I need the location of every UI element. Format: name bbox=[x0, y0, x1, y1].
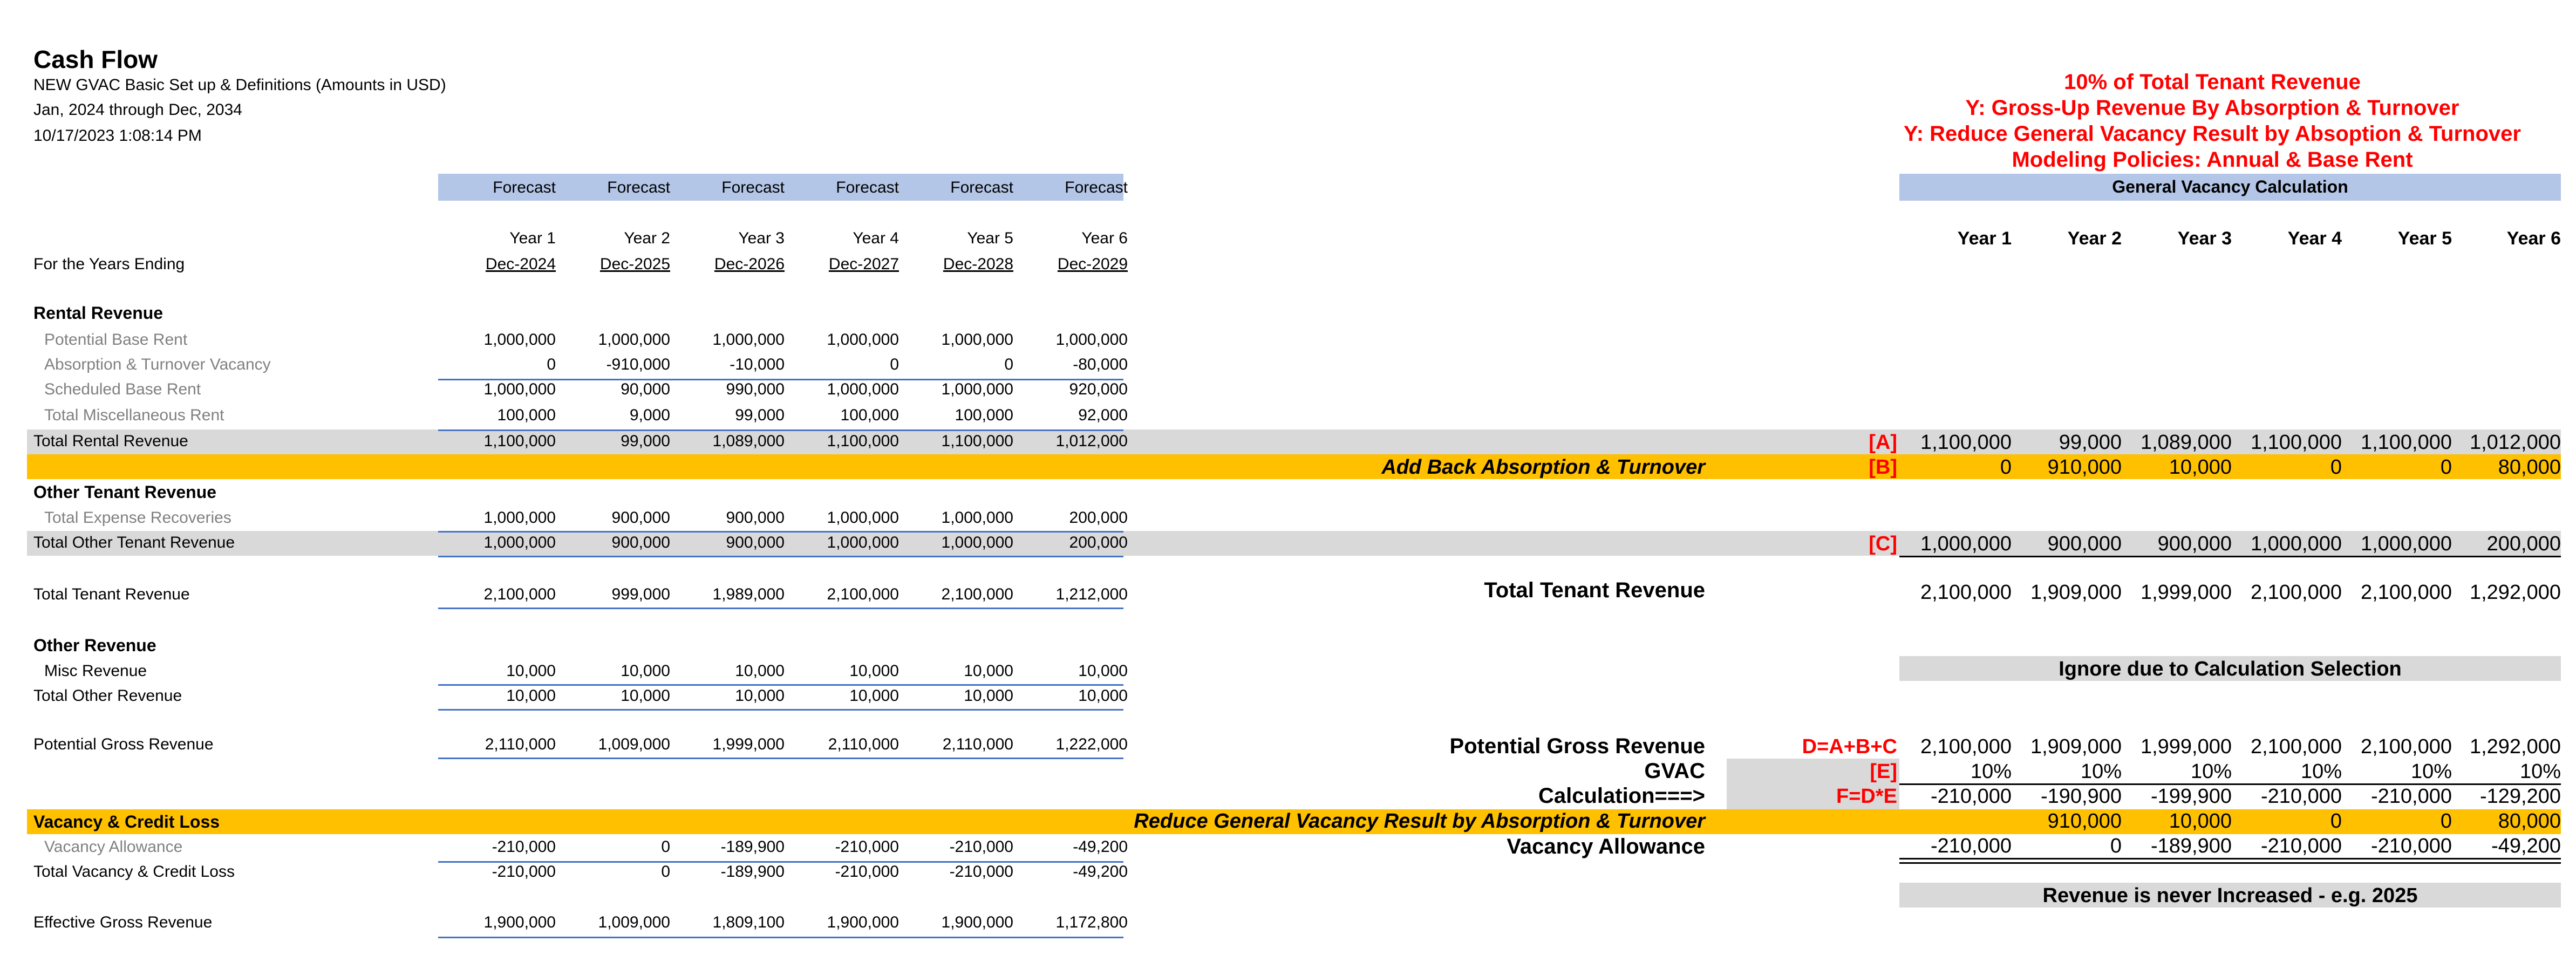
left-tor-value: 10,000 bbox=[849, 687, 899, 705]
add-back-label: Add Back Absorption & Turnover bbox=[1381, 456, 1705, 479]
right-gvac-value: 10% bbox=[2190, 760, 2232, 783]
right-b-value: 10,000 bbox=[2169, 456, 2232, 479]
left-sbr-value: 90,000 bbox=[621, 380, 670, 398]
total-rule bbox=[438, 556, 1123, 557]
left-totr-value: 1,000,000 bbox=[827, 534, 899, 551]
forecast-label: Forecast bbox=[493, 179, 556, 196]
label-total-tenant-revenue: Total Tenant Revenue bbox=[33, 585, 190, 603]
right-b-value: 80,000 bbox=[2498, 456, 2561, 479]
right-c-value: 900,000 bbox=[2047, 533, 2122, 555]
left-ttr-value: 2,100,000 bbox=[483, 585, 556, 603]
left-pbr-value: 1,000,000 bbox=[1055, 331, 1128, 349]
right-ttr-value: 1,909,000 bbox=[2030, 581, 2122, 604]
left-misc-value: 10,000 bbox=[849, 662, 899, 680]
calc-rule bbox=[1899, 556, 2561, 557]
left-tor-value: 10,000 bbox=[964, 687, 1013, 705]
calc-rule bbox=[1899, 862, 2561, 864]
forecast-label: Forecast bbox=[1065, 179, 1128, 196]
right-year-header: Year 6 bbox=[2506, 228, 2561, 249]
left-pgr-value: 1,999,000 bbox=[712, 735, 785, 753]
gvac-label: GVAC bbox=[1644, 759, 1705, 783]
left-pgr-value: 2,110,000 bbox=[828, 735, 899, 753]
left-pgr-value: 1,222,000 bbox=[1055, 735, 1128, 753]
left-misc-value: 10,000 bbox=[1078, 662, 1128, 680]
right-a-value: 99,000 bbox=[2059, 431, 2122, 454]
right-b-value: 0 bbox=[2440, 456, 2452, 479]
left-egr-value: 1,900,000 bbox=[941, 913, 1013, 931]
left-atv-value: -910,000 bbox=[606, 356, 670, 373]
left-misc-value: 10,000 bbox=[735, 662, 785, 680]
label-absorption-turnover: Absorption & Turnover Vacancy bbox=[44, 356, 271, 373]
tag-e: [E] bbox=[1870, 760, 1897, 783]
calc-rule bbox=[1899, 783, 2561, 785]
left-totr-value: 1,000,000 bbox=[941, 534, 1013, 551]
right-gvac-value: 10% bbox=[2410, 760, 2452, 783]
label-effective-gross-revenue: Effective Gross Revenue bbox=[33, 913, 213, 931]
left-tmr-value: 92,000 bbox=[1078, 406, 1128, 424]
total-rule bbox=[438, 608, 1123, 609]
left-tor-value: 10,000 bbox=[506, 687, 556, 705]
left-year-header: Year 6 bbox=[1081, 229, 1128, 247]
left-pgr-value: 1,009,000 bbox=[598, 735, 670, 753]
left-period-header: Dec-2027 bbox=[828, 255, 899, 273]
right-c-value: 1,000,000 bbox=[1920, 533, 2012, 555]
right-gvac-value: 10% bbox=[2080, 760, 2122, 783]
right-reduce-value: 0 bbox=[2330, 810, 2342, 833]
left-tor-value: 10,000 bbox=[735, 687, 785, 705]
right-pgr-value: 2,100,000 bbox=[2250, 735, 2342, 758]
left-ttr-value: 2,100,000 bbox=[827, 585, 899, 603]
left-ter-value: 900,000 bbox=[726, 509, 785, 527]
right-year-header: Year 4 bbox=[2287, 228, 2342, 249]
right-year-header: Year 3 bbox=[2177, 228, 2232, 249]
left-va-value: -210,000 bbox=[492, 838, 556, 856]
forecast-label: Forecast bbox=[836, 179, 899, 196]
left-totr-value: 900,000 bbox=[726, 534, 785, 551]
left-ttr-value: 2,100,000 bbox=[941, 585, 1013, 603]
left-year-header: Year 1 bbox=[509, 229, 556, 247]
section-vacancy-credit-loss: Vacancy & Credit Loss bbox=[33, 812, 220, 831]
left-va-value: -210,000 bbox=[835, 838, 899, 856]
left-ter-value: 1,000,000 bbox=[827, 509, 899, 527]
right-year-header: Year 2 bbox=[2067, 228, 2122, 249]
right-reduce-value: 80,000 bbox=[2498, 810, 2561, 833]
left-totr-value: 200,000 bbox=[1069, 534, 1128, 551]
left-pgr-value: 2,110,000 bbox=[485, 735, 556, 753]
ignore-note: Ignore due to Calculation Selection bbox=[2059, 658, 2402, 680]
forecast-label: Forecast bbox=[950, 179, 1013, 196]
right-calc-value: -190,900 bbox=[2040, 785, 2122, 808]
right-ttr-value: 2,100,000 bbox=[2250, 581, 2342, 604]
total-rule bbox=[438, 937, 1123, 938]
left-tmr-value: 100,000 bbox=[955, 406, 1013, 424]
report-timestamp: 10/17/2023 1:08:14 PM bbox=[33, 127, 202, 145]
right-ttr-value: 1,999,000 bbox=[2140, 581, 2232, 604]
left-misc-value: 10,000 bbox=[964, 662, 1013, 680]
left-sbr-value: 920,000 bbox=[1069, 380, 1128, 398]
right-a-value: 1,100,000 bbox=[1920, 431, 2012, 454]
tag-b: [B] bbox=[1869, 456, 1897, 479]
left-ttr-value: 999,000 bbox=[611, 585, 670, 603]
section-rental-revenue: Rental Revenue bbox=[33, 303, 163, 323]
total-rule bbox=[438, 861, 1123, 863]
right-vacancy-allowance-label: Vacancy Allowance bbox=[1507, 835, 1705, 858]
left-period-header: Dec-2024 bbox=[485, 255, 556, 273]
left-ttr-value: 1,989,000 bbox=[712, 585, 785, 603]
left-tvcl-value: 0 bbox=[661, 863, 670, 881]
left-ter-value: 1,000,000 bbox=[483, 509, 556, 527]
right-va-value: -210,000 bbox=[2370, 835, 2452, 857]
left-egr-value: 1,172,800 bbox=[1055, 913, 1128, 931]
left-period-header: Dec-2025 bbox=[599, 255, 670, 273]
left-trr-value: 99,000 bbox=[621, 432, 670, 450]
left-tvcl-value: -210,000 bbox=[492, 863, 556, 881]
right-c-value: 1,000,000 bbox=[2250, 533, 2342, 555]
note-line-3: Y: Reduce General Vacancy Result by Absoption & Turnover bbox=[1904, 122, 2521, 146]
left-atv-value: 0 bbox=[547, 356, 556, 373]
left-va-value: -49,200 bbox=[1073, 838, 1128, 856]
total-rule bbox=[438, 531, 1123, 533]
right-reduce-value: 910,000 bbox=[2047, 810, 2122, 833]
left-ttr-value: 1,212,000 bbox=[1055, 585, 1128, 603]
left-egr-value: 1,900,000 bbox=[483, 913, 556, 931]
left-period-header: Dec-2029 bbox=[1057, 255, 1128, 273]
left-tvcl-value: -49,200 bbox=[1073, 863, 1128, 881]
left-year-header: Year 3 bbox=[738, 229, 785, 247]
left-egr-value: 1,809,100 bbox=[712, 913, 785, 931]
right-a-value: 1,100,000 bbox=[2250, 431, 2342, 454]
right-c-value: 200,000 bbox=[2486, 533, 2561, 555]
label-scheduled-base-rent: Scheduled Base Rent bbox=[44, 380, 201, 398]
right-a-value: 1,089,000 bbox=[2140, 431, 2232, 454]
right-calc-value: -199,900 bbox=[2150, 785, 2232, 808]
label-potential-base-rent: Potential Base Rent bbox=[44, 331, 188, 349]
label-total-vacancy-credit-loss: Total Vacancy & Credit Loss bbox=[33, 863, 235, 881]
left-ter-value: 200,000 bbox=[1069, 509, 1128, 527]
right-va-value: 0 bbox=[2110, 835, 2122, 857]
right-pgr-value: 1,999,000 bbox=[2140, 735, 2232, 758]
right-a-value: 1,012,000 bbox=[2469, 431, 2561, 454]
left-egr-value: 1,900,000 bbox=[827, 913, 899, 931]
right-gvac-value: 10% bbox=[1970, 760, 2012, 783]
right-year-header: Year 5 bbox=[2397, 228, 2452, 249]
right-pgr-value: 2,100,000 bbox=[1920, 735, 2012, 758]
left-totr-value: 1,000,000 bbox=[483, 534, 556, 551]
right-gvac-value: 10% bbox=[2300, 760, 2342, 783]
left-trr-value: 1,100,000 bbox=[483, 432, 556, 450]
left-trr-value: 1,089,000 bbox=[712, 432, 785, 450]
left-pgr-value: 2,110,000 bbox=[942, 735, 1013, 753]
total-rule bbox=[438, 709, 1123, 711]
left-atv-value: 0 bbox=[1004, 356, 1013, 373]
left-year-header: Year 5 bbox=[967, 229, 1013, 247]
right-va-value: -210,000 bbox=[1930, 835, 2012, 857]
left-period-header: Dec-2026 bbox=[714, 255, 785, 273]
left-tor-value: 10,000 bbox=[621, 687, 670, 705]
right-b-value: 910,000 bbox=[2047, 456, 2122, 479]
note-line-2: Y: Gross-Up Revenue By Absorption & Turnover bbox=[1965, 96, 2459, 120]
never-increased-note: Revenue is never Increased - e.g. 2025 bbox=[2042, 884, 2418, 907]
left-atv-value: -10,000 bbox=[730, 356, 785, 373]
left-tvcl-value: -210,000 bbox=[835, 863, 899, 881]
right-total-tenant-revenue-label: Total Tenant Revenue bbox=[1484, 578, 1705, 602]
left-va-value: -189,900 bbox=[720, 838, 785, 856]
right-gvac-value: 10% bbox=[2519, 760, 2561, 783]
left-pbr-value: 1,000,000 bbox=[941, 331, 1013, 349]
section-other-tenant-revenue: Other Tenant Revenue bbox=[33, 482, 217, 502]
calculation-label: Calculation===> bbox=[1538, 784, 1705, 808]
total-rule bbox=[438, 684, 1123, 686]
right-b-value: 0 bbox=[2000, 456, 2012, 479]
total-rule bbox=[438, 379, 1123, 380]
left-trr-value: 1,100,000 bbox=[941, 432, 1013, 450]
left-ter-value: 900,000 bbox=[611, 509, 670, 527]
label-total-expense-recoveries: Total Expense Recoveries bbox=[44, 509, 231, 527]
right-va-value: -189,900 bbox=[2150, 835, 2232, 857]
right-year-header: Year 1 bbox=[1957, 228, 2012, 249]
left-sbr-value: 1,000,000 bbox=[941, 380, 1013, 398]
left-pbr-value: 1,000,000 bbox=[827, 331, 899, 349]
left-trr-value: 1,100,000 bbox=[827, 432, 899, 450]
right-reduce-value: 10,000 bbox=[2169, 810, 2232, 833]
forecast-label: Forecast bbox=[607, 179, 670, 196]
right-calc-value: -210,000 bbox=[1930, 785, 2012, 808]
tag-c: [C] bbox=[1869, 533, 1897, 555]
right-calc-value: -210,000 bbox=[2370, 785, 2452, 808]
label-vacancy-allowance: Vacancy Allowance bbox=[44, 838, 183, 856]
left-ter-value: 1,000,000 bbox=[941, 509, 1013, 527]
right-pgr-value: 1,292,000 bbox=[2469, 735, 2561, 758]
total-rule bbox=[438, 429, 1123, 431]
right-c-value: 900,000 bbox=[2157, 533, 2232, 555]
label-potential-gross-revenue: Potential Gross Revenue bbox=[33, 735, 214, 753]
left-va-value: 0 bbox=[661, 838, 670, 856]
left-egr-value: 1,009,000 bbox=[598, 913, 670, 931]
left-tmr-value: 100,000 bbox=[840, 406, 899, 424]
left-period-header: Dec-2028 bbox=[943, 255, 1013, 273]
right-a-value: 1,100,000 bbox=[2360, 431, 2452, 454]
calc-rule bbox=[1899, 858, 2561, 860]
label-total-other-revenue: Total Other Revenue bbox=[33, 687, 182, 705]
report-date-range: Jan, 2024 through Dec, 2034 bbox=[33, 101, 242, 119]
left-tmr-value: 9,000 bbox=[629, 406, 670, 424]
left-sbr-value: 990,000 bbox=[726, 380, 785, 398]
right-pgr-value: 1,909,000 bbox=[2030, 735, 2122, 758]
right-ttr-value: 2,100,000 bbox=[2360, 581, 2452, 604]
note-line-1: 10% of Total Tenant Revenue bbox=[2064, 70, 2361, 94]
right-va-value: -49,200 bbox=[2491, 835, 2561, 857]
page-title: Cash Flow bbox=[33, 45, 158, 73]
left-tmr-value: 99,000 bbox=[735, 406, 785, 424]
left-tvcl-value: -210,000 bbox=[949, 863, 1013, 881]
left-atv-value: 0 bbox=[890, 356, 899, 373]
report-subtitle: NEW GVAC Basic Set up & Definitions (Amounts in USD) bbox=[33, 76, 446, 94]
left-va-value: -210,000 bbox=[949, 838, 1013, 856]
reduce-gvac-label: Reduce General Vacancy Result by Absorption & Turnover bbox=[1134, 810, 1705, 833]
section-other-revenue: Other Revenue bbox=[33, 636, 156, 655]
left-sbr-value: 1,000,000 bbox=[827, 380, 899, 398]
tag-d: D=A+B+C bbox=[1802, 735, 1897, 758]
left-pbr-value: 1,000,000 bbox=[712, 331, 785, 349]
right-ttr-value: 1,292,000 bbox=[2469, 581, 2561, 604]
right-va-value: -210,000 bbox=[2260, 835, 2342, 857]
left-sbr-value: 1,000,000 bbox=[483, 380, 556, 398]
left-pbr-value: 1,000,000 bbox=[598, 331, 670, 349]
tag-f: F=D*E bbox=[1836, 785, 1897, 808]
label-total-other-tenant-revenue: Total Other Tenant Revenue bbox=[33, 534, 235, 551]
left-tmr-value: 100,000 bbox=[497, 406, 556, 424]
left-year-header: Year 4 bbox=[853, 229, 899, 247]
right-b-value: 0 bbox=[2330, 456, 2342, 479]
left-misc-value: 10,000 bbox=[506, 662, 556, 680]
label-total-rental-revenue: Total Rental Revenue bbox=[33, 432, 188, 450]
left-year-header: Year 2 bbox=[624, 229, 670, 247]
right-c-value: 1,000,000 bbox=[2360, 533, 2452, 555]
right-calc-value: -210,000 bbox=[2260, 785, 2342, 808]
forecast-label: Forecast bbox=[721, 179, 785, 196]
general-vacancy-header: General Vacancy Calculation bbox=[2112, 177, 2348, 196]
left-pbr-value: 1,000,000 bbox=[483, 331, 556, 349]
right-ttr-value: 2,100,000 bbox=[1920, 581, 2012, 604]
right-reduce-value: 0 bbox=[2440, 810, 2452, 833]
left-tor-value: 10,000 bbox=[1078, 687, 1128, 705]
left-misc-value: 10,000 bbox=[621, 662, 670, 680]
years-ending-label: For the Years Ending bbox=[33, 255, 185, 273]
label-total-misc-rent: Total Miscellaneous Rent bbox=[44, 406, 224, 424]
total-rule bbox=[438, 758, 1123, 759]
left-totr-value: 900,000 bbox=[611, 534, 670, 551]
note-line-4: Modeling Policies: Annual & Base Rent bbox=[2012, 148, 2413, 172]
tag-a: [A] bbox=[1869, 431, 1897, 454]
left-tvcl-value: -189,900 bbox=[720, 863, 785, 881]
right-pgr-value: 2,100,000 bbox=[2360, 735, 2452, 758]
right-pgr-label: Potential Gross Revenue bbox=[1449, 734, 1705, 758]
left-atv-value: -80,000 bbox=[1073, 356, 1128, 373]
right-calc-value: -129,200 bbox=[2479, 785, 2561, 808]
left-trr-value: 1,012,000 bbox=[1055, 432, 1128, 450]
label-misc-revenue: Misc Revenue bbox=[44, 662, 147, 680]
